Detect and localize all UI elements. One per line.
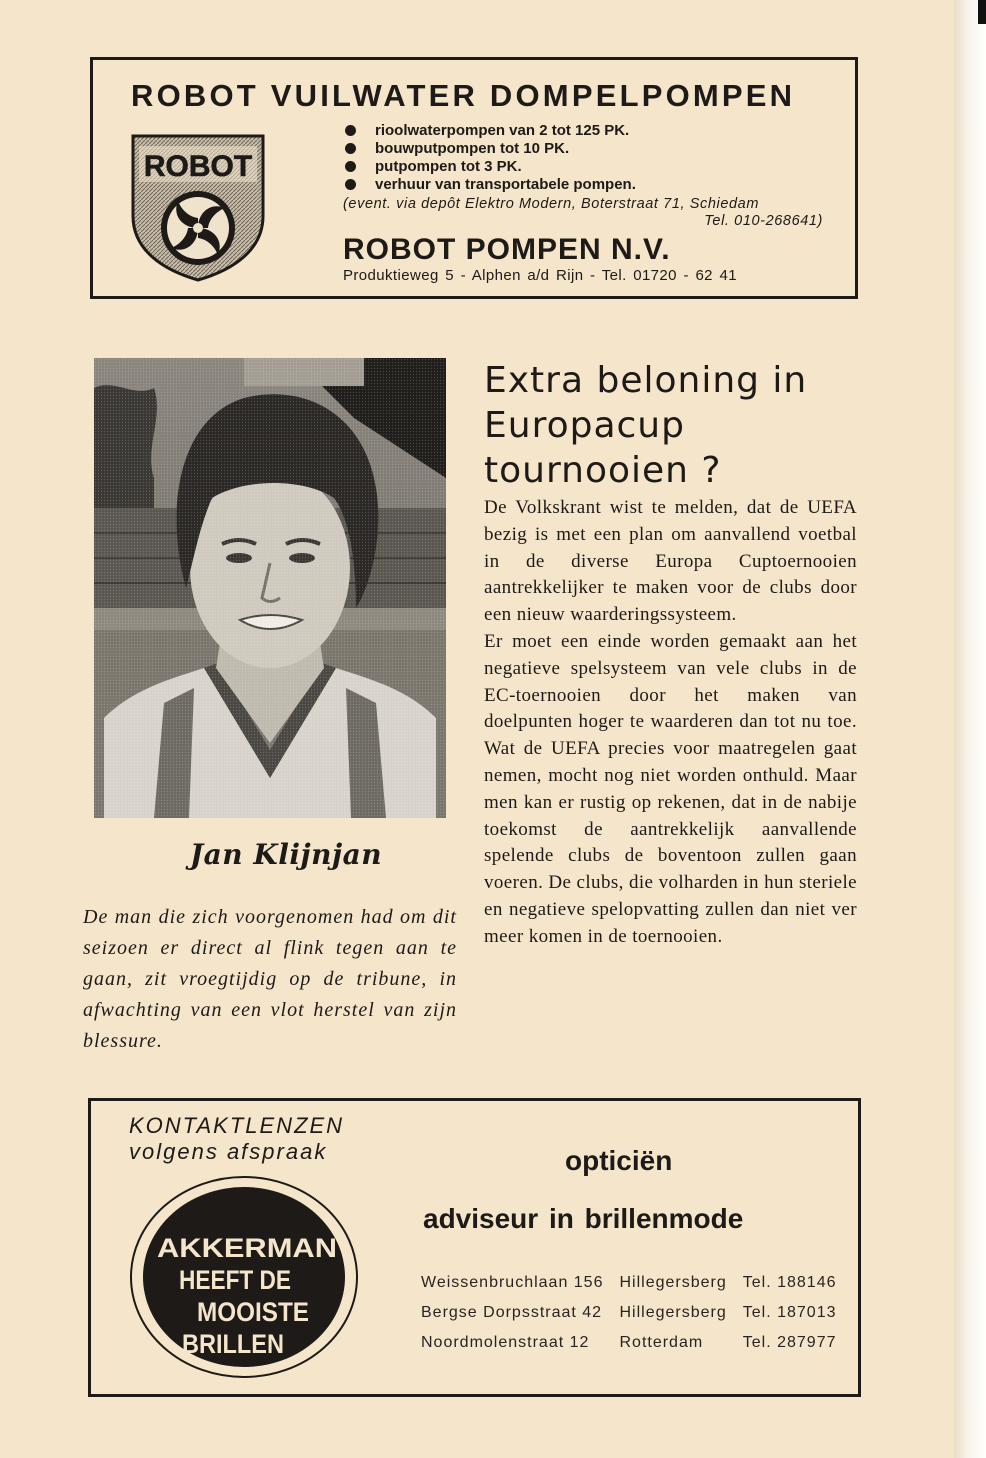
logo-line: BRILLEN <box>182 1329 284 1359</box>
location-city: Hillegersberg <box>619 1274 727 1291</box>
article-title: Extra beloning in Europacup tournooien ? <box>484 360 808 491</box>
opticien-heading: opticiën <box>565 1145 673 1176</box>
ad-headline: ROBOT VUILWATER DOMPELPOMPEN <box>131 78 796 113</box>
shield-logo-text: ROBOT <box>143 150 253 183</box>
slogan: adviseur in brillenmode <box>423 1203 744 1234</box>
article-body <box>484 495 857 951</box>
pump-list-item: rioolwaterpompen van 2 tot 125 PK. <box>345 122 825 140</box>
contact-lenses-note <box>129 1113 344 1165</box>
player-photo <box>94 358 446 818</box>
logo-line: AKKERMAN <box>157 1233 337 1263</box>
pump-list-item: verhuur van transportabele pompen. <box>345 176 825 194</box>
pump-list <box>345 122 825 194</box>
contact-line: volgens afspraak <box>129 1139 328 1164</box>
akkerman-logo <box>129 1175 359 1379</box>
table-row <box>421 1269 836 1299</box>
table-row <box>421 1299 836 1329</box>
table-row <box>421 1329 836 1359</box>
company-address: Produktieweg 5 - Alphen a/d Rijn - Tel. 01720 - 62 41 <box>343 267 737 284</box>
location-street: Bergse Dorpsstraat 42 <box>421 1304 603 1321</box>
pump-list-item: putpompen tot 3 PK. <box>345 158 825 176</box>
depot-line: (event. via depôt Elektro Modern, Boterstraat 71, Schiedam <box>343 196 760 212</box>
location-tel: Tel. 287977 <box>742 1334 837 1351</box>
article-paragraph: De Volkskrant wist te melden, dat de UEFA bezig is met een plan om aanvallend voetbal in de diverse Europa Cuptoernooien aantrekkelijker te maken voor de clubs door een nieuw waarderingssysteem. <box>484 497 857 626</box>
location-tel: Tel. 188146 <box>742 1274 837 1291</box>
pump-list-item: bouwputpompen tot 10 PK. <box>345 140 825 158</box>
article-paragraph: Er moet een einde worden gemaakt aan het negatieve spelsysteem van vele clubs in de EC-toernooien door het maken van doelpunten hoger te waarderen dan tot nu toe. Wat de UEFA precies voor maatregelen gaat nemen, mocht nog niet worden onthuld. Maar men kan er rustig op rekenen, dat in de nabije toekomst de aantrekkelijk aanvallende spelende clubs de boventoon zullen gaan voeren. De clubs, die volharden in hun steriele en negatieve spelopvatting zullen dan niet ver meer komen in de toernooien. <box>484 630 857 947</box>
robot-pompen-ad <box>90 57 858 299</box>
page-edge <box>954 0 986 1458</box>
location-street: Weissenbruchlaan 156 <box>421 1274 604 1291</box>
logo-line: HEEFT DE <box>179 1265 291 1295</box>
depot-note <box>343 196 823 230</box>
depot-tel: Tel. 010-268641) <box>704 213 823 229</box>
contact-line: KONTAKTLENZEN <box>129 1113 345 1138</box>
location-tel: Tel. 187013 <box>742 1304 837 1321</box>
akkerman-optician-ad <box>88 1098 861 1397</box>
location-street: Noordmolenstraat 12 <box>421 1334 590 1351</box>
robot-logo-shield <box>129 132 267 282</box>
player-name: Jan Klijnjan <box>189 838 383 871</box>
logo-line: MOOISTE <box>197 1297 309 1327</box>
location-city: Hillegersberg <box>619 1304 727 1321</box>
photo-caption: De man die zich voorgenomen had om dit seizoen er direct al flink tegen aan te gaan, zit vroegtijdig op de tribune, in afwachting van een vlot herstel van zijn blessure. <box>83 906 457 1052</box>
location-city: Rotterdam <box>619 1334 704 1351</box>
company-name: ROBOT POMPEN N.V. <box>343 233 671 266</box>
location-table <box>421 1269 836 1359</box>
